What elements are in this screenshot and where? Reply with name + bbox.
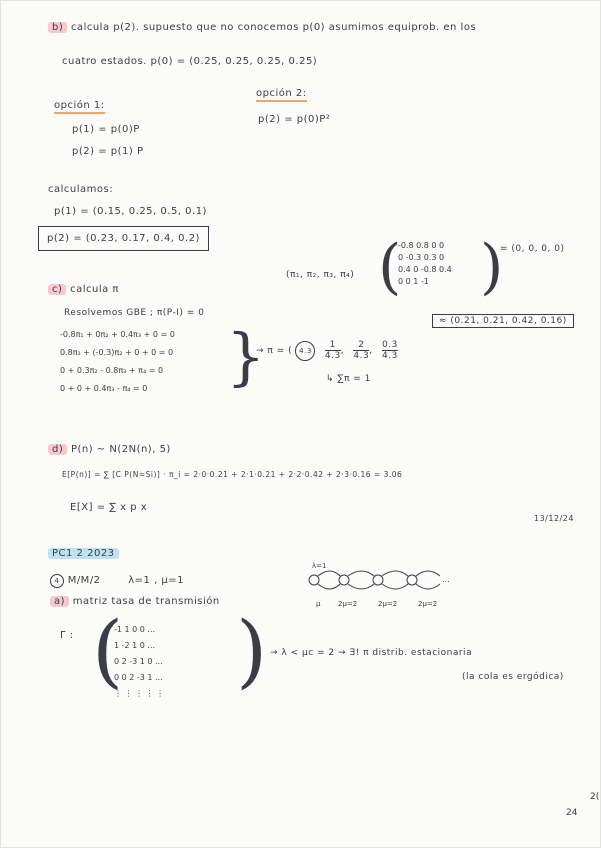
gamma-label: Γ : <box>60 630 74 641</box>
page-number: 24 <box>566 808 578 818</box>
resolvemos-line: Resolvemos GBE ; π(P-I) = 0 <box>64 308 205 318</box>
gamma-right-paren: ) <box>236 604 268 697</box>
q4-number: 4 <box>50 574 64 588</box>
opcion1-title: opción 1: <box>54 100 105 111</box>
opcion2-title: opción 2: <box>256 88 307 99</box>
section-d-line2: E[P(n)] = ∑ [C P(N=Si)] · π_i = 2·0·0.21 + 2·1·0.21 + 2·2·0.42 + 2·3·0.16 = 3.06 <box>62 470 403 479</box>
opcion1-eq2: p(2) = p(1) P <box>72 146 144 157</box>
diagram-lambda: λ=1 <box>312 562 327 570</box>
state-2 <box>373 575 383 585</box>
opcion1-eq1: p(1) = p(0)P <box>72 124 140 135</box>
ergodic-note: (la cola es ergódica) <box>462 672 564 682</box>
ergodic-condition: → λ < μc = 2 → ∃! π distrib. estacionaria <box>270 648 473 658</box>
transition-matrix: -0.8 0.8 0 0 0 -0.3 0.3 0 0.4 0 -0.8 0.4 0 0 1 -1 <box>398 241 452 286</box>
rate-3: 2μ=2 <box>418 600 438 608</box>
pc2-title: PC1 2 2023 <box>48 548 119 559</box>
state-1 <box>339 575 349 585</box>
section-c-title: c) calcula π <box>48 284 119 295</box>
gamma-left-paren: ( <box>92 604 124 697</box>
opcion2-eq: p(2) = p(0)P² <box>258 114 331 125</box>
section-b-label: b) <box>48 22 67 33</box>
calculamos-label: calculamos: <box>48 184 114 195</box>
matrix-result: = (0, 0, 0, 0) <box>500 244 565 254</box>
pi-sum-note: ↳ ∑π = 1 <box>326 374 371 384</box>
p2-result: p(2) = (0.23, 0.17, 0.4, 0.2) <box>47 233 200 244</box>
section-b-line2: cuatro estados. p(0) = (0.25, 0.25, 0.25, 0.25) <box>62 56 318 67</box>
state-0 <box>309 575 319 585</box>
pi-solution: → π = ( 4.3 $\frac{1}{4.3}$, $\frac{2}{4.3}$, $\frac{0.3}{4.3}$ <box>256 340 398 361</box>
gamma-matrix: -1 1 0 0 ... 1 -2 1 0 ... 0 2 -3 1 0 ... 0 0 2 -3 1 ... ⋮ ⋮ ⋮ ⋮ ⋮ <box>114 625 165 698</box>
svg-text:...: ... <box>442 575 450 584</box>
section-b-line1: b) calcula p(2). supuesto que no conocemos p(0) asumimos equiprob. en los <box>48 22 476 33</box>
p1-result: p(1) = (0.15, 0.25, 0.5, 0.1) <box>54 206 207 217</box>
section-c-label: c) <box>48 284 66 295</box>
gbe-equations: -0.8π₁ + 0π₂ + 0.4π₃ + 0 = 0 0.8π₁ + (-0.3)π₂ + 0 + 0 = 0 0 + 0.3π₂ - 0.8π₃ + π₄ = 0 0 + 0 + 0.4π₃ - π₄ = 0 <box>60 330 175 393</box>
p2-result-box <box>38 226 209 251</box>
birth-death-diagram <box>300 560 460 616</box>
fraction-2: $\frac{2}{4.3}$ <box>353 340 370 361</box>
section-d-label: d) <box>48 444 67 455</box>
corner-mark: 2( <box>590 792 600 802</box>
rate-2: 2μ=2 <box>378 600 398 608</box>
equations-brace: } <box>226 320 266 393</box>
matrix-right-paren: ) <box>480 232 504 302</box>
section-d-line1: d) P(n) ~ N(2N(n), 5) <box>48 444 171 455</box>
pi-vector: (π₁, π₂, π₃, π₄) <box>286 270 355 280</box>
fraction-1: $\frac{1}{4.3}$ <box>324 340 341 361</box>
q4-line: 4 M/M/2 λ=1 , μ=1 <box>50 574 184 588</box>
pi-result-box: ≈ (0.21, 0.21, 0.42, 0.16) <box>432 314 574 328</box>
rate-1: 2μ=2 <box>338 600 358 608</box>
fraction-3: $\frac{0.3}{4.3}$ <box>381 340 398 361</box>
circled-denominator: 4.3 <box>295 341 315 361</box>
section-d-line3: E[X] = ∑ x p x <box>70 502 148 513</box>
matrix-left-paren: ( <box>378 232 402 302</box>
q4a-line: a) matriz tasa de transmisión <box>50 596 220 607</box>
state-3 <box>407 575 417 585</box>
rate-0: μ <box>316 600 321 608</box>
date-mark: 13/12/24 <box>534 514 574 523</box>
